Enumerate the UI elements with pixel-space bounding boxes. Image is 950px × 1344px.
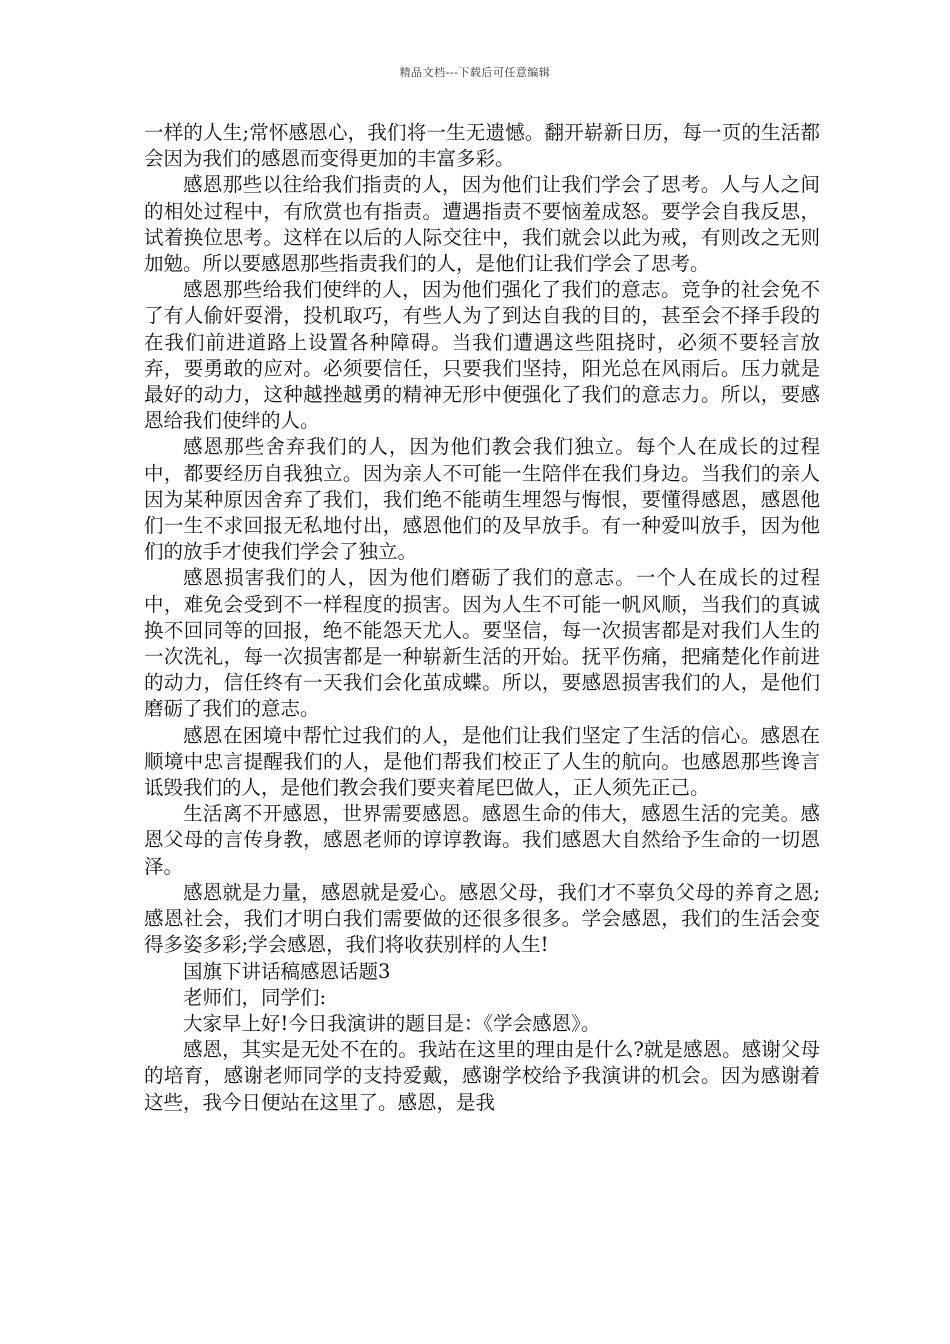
paragraph-4: 感恩那些舍弃我们的人，因为他们教会我们独立。每个人在成长的过程中，都要经历自我独立。因为亲人不可能一生陪伴在我们身边。当我们的亲人因为某种原因舍弃了我们，我们绝不能萌生埋怨与悔恨，要懂得感恩，感恩他们一生不求回报无私地付出，感恩他们的及早放手。有一种爱叫放手，因为他们的放手才使我们学会了独立。 <box>144 435 820 564</box>
paragraph-5: 感恩损害我们的人，因为他们磨砺了我们的意志。一个人在成长的过程中，难免会受到不一样程度的损害。因为人生不可能一帆风顺，当我们的真诚换不回同等的回报，绝不能怨天尤人。要坚信，每一次损害都是对我们人生的一次洗礼，每一次损害都是一种崭新生活的开始。抚平伤痛，把痛楚化作前进的动力，信任终有一天我们会化茧成蝶。所以，要感恩损害我们的人，是他们磨砺了我们的意志。 <box>144 566 820 721</box>
page-header: 精品文档---下载后可任意编辑 <box>399 66 551 79</box>
paragraph-1: 一样的人生;常怀感恩心，我们将一生无遗憾。翻开崭新日历，每一页的生活都会因为我们的感恩而变得更加的丰富多彩。 <box>144 121 820 171</box>
salutation: 老师们，同学们: <box>183 985 327 1009</box>
paragraph-12: 感恩，其实是无处不在的。我站在这里的理由是什么?就是感恩。感谢父母的培育，感谢老师同学的支持爱戴，感谢学校给予我演讲的机会。因为感谢着这些，我今日便站在这里了。感恩，是我 <box>144 1038 820 1114</box>
paragraph-7: 生活离不开感恩，世界需要感恩。感恩生命的伟大，感恩生活的完美。感恩父母的言传身教，感恩老师的谆谆教诲。我们感恩大自然给予生命的一切恩泽。 <box>144 802 820 878</box>
paragraph-8: 感恩就是力量，感恩就是爱心。感恩父母，我们才不辜负父母的养育之恩;感恩社会，我们才明白我们需要做的还很多很多。学会感恩，我们的生活会变得多姿多彩;学会感恩，我们将收获别样的人生! <box>144 880 820 957</box>
document-body <box>144 120 820 1116</box>
section-title: 国旗下讲话稿感恩话题3 <box>183 959 391 983</box>
paragraph-2: 感恩那些以往给我们指责的人，因为他们让我们学会了思考。人与人之间的相处过程中，有欣赏也有指责。遭遇指责不要恼羞成怒。要学会自我反思，试着换位思考。这样在以后的人际交往中，我们就会以此为戒，有则改之无则加勉。所以要感恩那些指责我们的人，是他们让我们学会了思考。 <box>144 173 820 276</box>
paragraph-6: 感恩在困境中帮忙过我们的人，是他们让我们坚定了生活的信心。感恩在顺境中忠言提醒我们的人，是他们帮我们校正了人生的航向。也感恩那些谗言诋毁我们的人，是他们教会我们要夹着尾巴做人，正人须先正己。 <box>144 723 820 800</box>
paragraph-3: 感恩那些给我们使绊的人，因为他们强化了我们的意志。竞争的社会免不了有人偷奸耍滑，投机取巧，有些人为了到达自我的目的，甚至会不择手段的在我们前进道路上设置各种障碍。当我们遭遇这些阻挠时，必须不要轻言放弃，要勇敢的应对。必须要信任，只要我们坚持，阳光总在风雨后。压力就是最好的动力，这种越挫越勇的精神无形中便强化了我们的意志力。所以，要感恩给我们使绊的人。 <box>144 278 820 433</box>
greeting: 大家早上好!今日我演讲的题目是：《学会感恩》。 <box>183 1011 601 1035</box>
